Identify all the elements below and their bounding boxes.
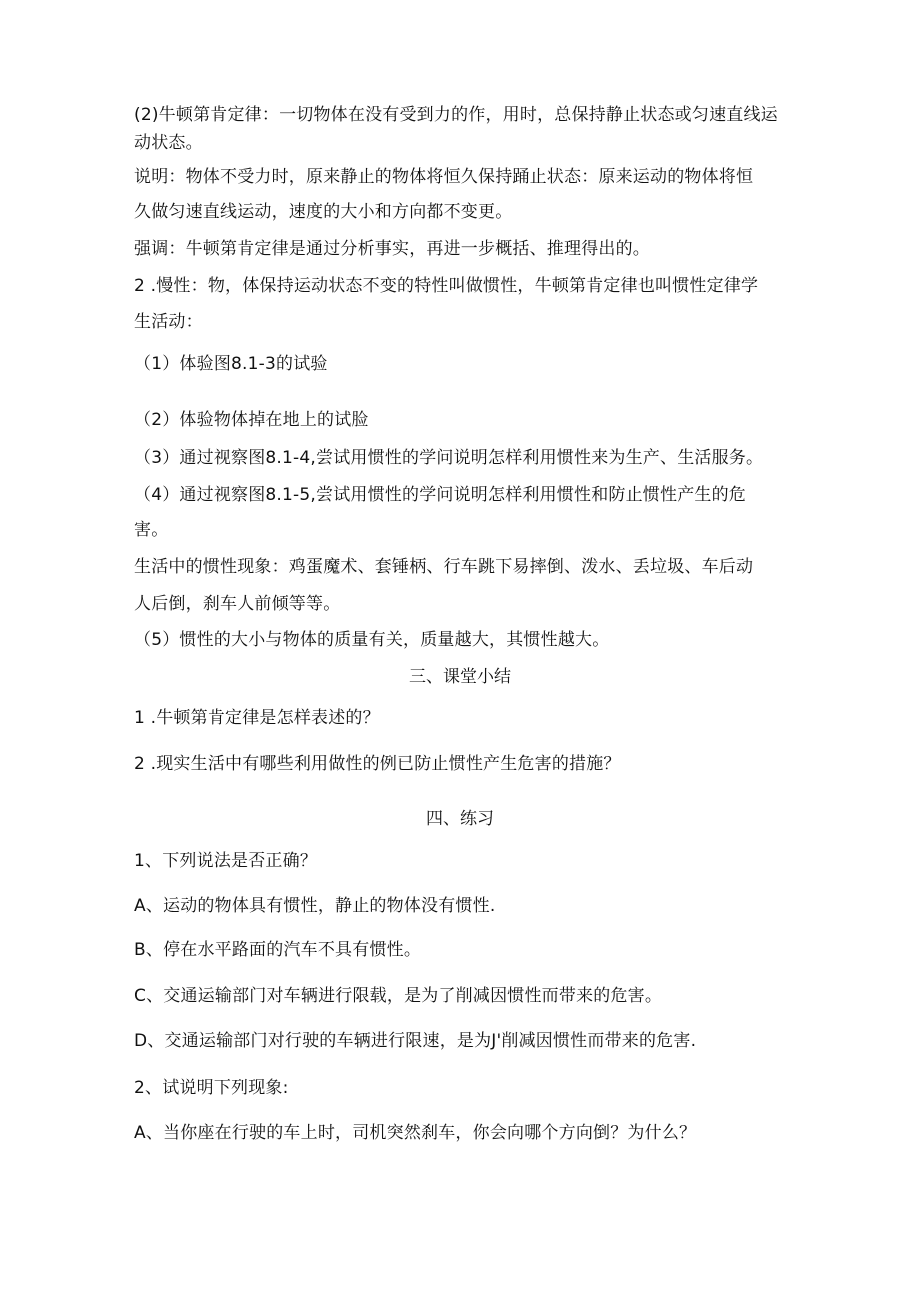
paragraph-newton-first-law: (2)牛顿第肯定律：一切物体在没有受到力的作，用时，总保持静止状态或匀速直线运 <box>134 105 778 125</box>
exercise-question-2-a: A、当你座在行驶的车上时，司机突然刹车，你会向哪个方向倒？为什么？ <box>134 1123 697 1143</box>
section-heading-exercises: 四、练习 <box>426 809 494 829</box>
exercise-question-1: 1、下列说法是否正确？ <box>134 851 318 871</box>
exercise-question-2: 2、试说明下列现象: <box>134 1078 289 1098</box>
activity-item-5: （5）惯性的大小与物体的质量有关，质量越大，其惯性越大。 <box>134 630 610 650</box>
paragraph-explanation: 说明：物体不受力时，原来静止的物体将恒久保持踊止状态：原来运动的物体将恒 <box>134 167 754 187</box>
paragraph-student-activity: 生活动： <box>134 312 203 332</box>
section-heading-summary: 三、课堂小结 <box>409 667 511 687</box>
exercise-option-d: D、交通运输部门对行驶的车辆进行限速，是为J'削减因惯性而带来的危害. <box>134 1031 697 1051</box>
summary-item-1: 1 .牛顿第肯定律是怎样表述的？ <box>134 708 380 728</box>
paragraph-inertia-phenomena: 生活中的惯性现象：鸡蛋魔术、套锤柄、行车跳下易摔倒、泼水、丢垃圾、车后动 <box>134 557 754 577</box>
activity-item-4: （4）通过视察图8.1-5,尝试用惯性的学问说明怎样利用惯性和防止惯性产生的危 <box>134 485 747 505</box>
paragraph-newton-first-law-cont: 动状态。 <box>134 133 203 153</box>
exercise-option-a: A、运动的物体具有惯性，静止的物体没有惯性. <box>134 896 496 916</box>
activity-item-2: （2）体验物体掉在地上的试脸 <box>134 410 369 430</box>
paragraph-inertia-phenomena-cont: 人后倒，刹车人前倾等等。 <box>134 594 341 614</box>
activity-item-4-cont: 害。 <box>134 520 169 540</box>
paragraph-emphasis: 强调：牛顿第肯定律是通过分析事实，再进一步概括、推理得出的。 <box>134 239 650 259</box>
activity-item-1: （1）体验图8.1-3的试验 <box>134 354 328 374</box>
exercise-option-c: C、交通运输部门对车辆进行限载，是为了削减因惯性而带来的危害。 <box>134 986 663 1006</box>
activity-item-3: （3）通过视察图8.1-4,尝试用惯性的学问说明怎样利用惯性来为生产、生活服务。 <box>134 448 764 468</box>
summary-item-2: 2 .现实生活中有哪些利用做性的例已防止惯性产生危害的措施？ <box>134 754 621 774</box>
paragraph-inertia-definition: 2 .慢性：物，体保持运动状态不变的特性叫做惯性，牛顿第肯定律也叫惯性定律学 <box>134 276 759 296</box>
exercise-option-b: B、停在水平路面的汽车不具有惯性。 <box>134 940 422 960</box>
paragraph-explanation-cont: 久做匀速直线运动，速度的大小和方向都不变更。 <box>134 202 513 222</box>
